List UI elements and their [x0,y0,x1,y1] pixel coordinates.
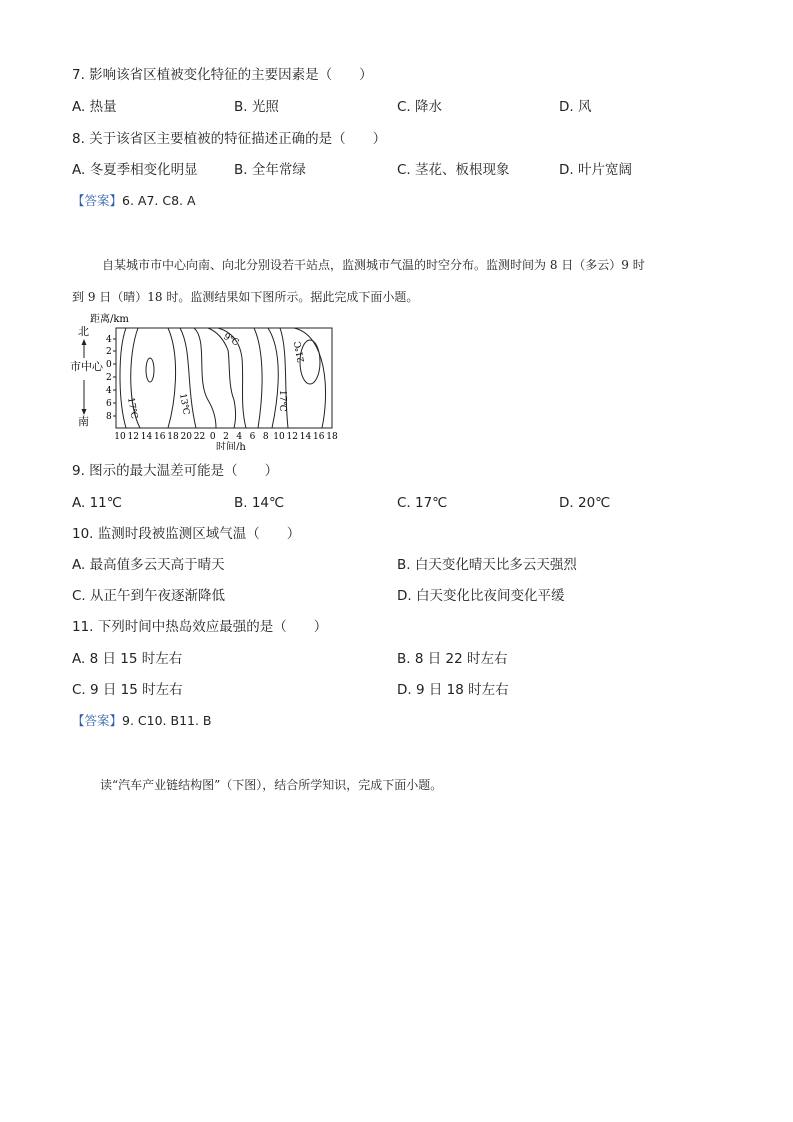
passage-line-1: 自某城市市中心向南、向北分别设若干站点，监测城市气温的时空分布。监测时间为 8 日（多云）9 时 [102,258,645,272]
x-tick-label: 18 [326,432,338,442]
passage-2: 读“汽车产业链结构图”（下图），结合所学知识，完成下面小题。 [100,778,443,792]
question-7-option-c: C. 降水 [397,99,443,115]
x-tick-label: 20 [180,432,192,442]
x-tick-label: 10 [114,432,126,442]
question-10-option-b: B. 白天变化晴天比多云天强烈 [397,557,577,573]
y-axis-label: 距离/km [90,314,129,325]
temperature-contour-chart [68,310,348,450]
x-tick-label: 14 [140,432,153,442]
isotherm-mid-b [280,328,288,428]
question-7-option-d: D. 风 [559,99,592,115]
isotherm-wave-b [194,328,216,428]
x-tick-labels [114,432,338,442]
contour-label-17-left: 17℃ [125,396,139,420]
contour-label-13: 13℃ [177,392,191,416]
isotherm-small-loop [146,358,154,382]
answer-text: 6. A7. C8. A [122,193,196,208]
x-tick-label: 0 [209,432,216,442]
isotherm-13-left [168,328,176,428]
y-tick-label: 2 [106,347,112,357]
question-11-option-b: B. 8 日 22 时左右 [397,651,508,667]
contour-label-9: 9℃ [221,331,241,349]
question-8-option-c: C. 茎花、板根现象 [397,162,510,178]
x-tick-label: 22 [193,432,206,442]
x-tick-label: 18 [167,432,179,442]
question-9-option-a: A. 11℃ [72,495,122,511]
answer-text: 9. C10. B11. B [122,713,212,728]
passage-line-2: 到 9 日（晴）18 时。监测结果如下图所示。据此完成下面小题。 [72,290,419,304]
question-7-option-a: A. 热量 [72,99,117,115]
question-11-option-c: C. 9 日 15 时左右 [72,682,183,698]
isotherm-left-loop [120,328,126,428]
question-8-option-b: B. 全年常绿 [234,162,306,178]
y-tick-label: 6 [106,399,112,409]
question-11-option-a: A. 8 日 15 时左右 [72,651,183,667]
y-tick-label: 0 [106,360,112,370]
x-tick-label: 16 [154,432,166,442]
x-tick-label: 16 [313,432,325,442]
north-label: 北 [78,325,89,338]
answer-block-2 [72,712,212,730]
question-8-option-a: A. 冬夏季相变化明显 [72,162,198,178]
y-tick-label: 8 [106,412,112,422]
question-10-option-c: C. 从正午到午夜逐渐降低 [72,588,226,604]
answer-label: 【答案】 [72,193,123,208]
question-9-option-d: D. 20℃ [559,495,611,511]
x-tick-label: 6 [249,432,256,442]
x-tick-label: 12 [127,432,139,442]
x-tick-label: 4 [236,432,243,442]
south-label: 南 [78,415,89,428]
question-11-option-d: D. 9 日 18 时左右 [397,682,509,698]
question-11-stem: 11. 下列时间中热岛效应最强的是（ ） [72,619,328,635]
y-tick-label: 2 [106,373,112,383]
y-tick-labels [106,335,116,422]
question-10-option-a: A. 最高值多云天高于晴天 [72,557,225,573]
north-arrowhead [82,339,87,345]
x-tick-label: 8 [262,432,269,442]
isotherm-mid-a [254,328,262,428]
x-tick-label: 2 [223,432,229,442]
question-9-option-c: C. 17℃ [397,495,448,511]
x-tick-label: 14 [299,432,312,442]
contour-label-21: 21℃ [293,340,307,364]
question-10-option-d: D. 白天变化比夜间变化平缓 [397,588,565,604]
question-8-stem: 8. 关于该省区主要植被的特征描述正确的是（ ） [72,131,387,147]
isotherm-17-right [268,328,278,428]
question-9-stem: 9. 图示的最大温差可能是（ ） [72,463,279,479]
city-center-label: 市中心 [70,360,103,373]
question-10-stem: 10. 监测时段被监测区域气温（ ） [72,526,301,542]
question-8-option-d: D. 叶片宽阔 [559,162,632,178]
x-tick-label: 10 [273,432,285,442]
y-tick-label: 4 [106,335,112,345]
question-9-option-b: B. 14℃ [234,495,285,511]
answer-block-1 [72,192,196,210]
contour-label-17-right: 17℃ [277,390,287,412]
answer-label: 【答案】 [72,713,123,728]
question-7-option-b: B. 光照 [234,99,279,115]
x-tick-label: 12 [286,432,298,442]
question-7-stem: 7. 影响该省区植被变化特征的主要因素是（ ） [72,67,373,83]
y-tick-label: 4 [106,386,112,396]
x-axis-label: 时间/h [216,442,246,450]
